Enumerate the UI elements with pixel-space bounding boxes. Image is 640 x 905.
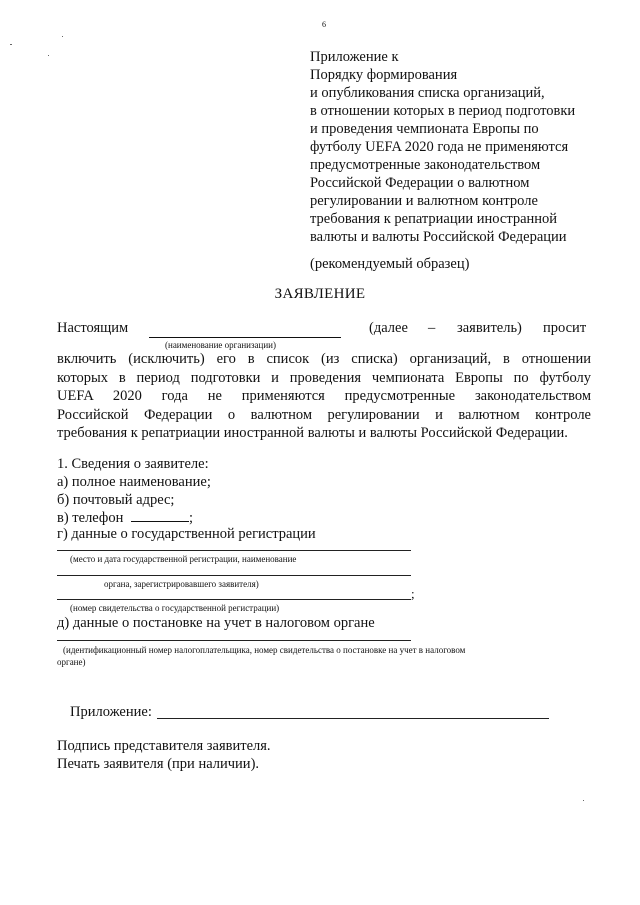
appendix-line: валюты и валюты Российской Федерации (310, 229, 567, 245)
intro-word-further: (далее (369, 320, 408, 336)
section-heading: 1. Сведения о заявителе: (57, 456, 209, 472)
paragraph-line: включить (исключить) его в список (из списка) организаций, в отношении (57, 351, 591, 367)
request-paragraph (57, 350, 591, 443)
corner-mark: 6 (322, 20, 326, 29)
scan-speck (10, 44, 12, 45)
scan-speck (48, 55, 49, 56)
intro-word-asks: просит (543, 320, 587, 336)
registration-line-3 (57, 599, 411, 600)
registration-semicolon: ; (411, 586, 415, 601)
caption-tax-2: органе) (57, 657, 86, 667)
org-name-caption: (наименование организации) (165, 340, 276, 350)
registration-line-1 (57, 550, 411, 551)
caption-registration-authority: органа, зарегистрировавшего заявителя) (104, 579, 259, 589)
appendix-line: Российской Федерации о валютном (310, 175, 530, 191)
appendix-line: регулировании и валютном контроле (310, 193, 538, 209)
appendix-line: требования к репатриации иностранной (310, 211, 558, 227)
document-title: ЗАЯВЛЕНИЕ (274, 286, 366, 302)
attachment-label: Приложение: (70, 704, 152, 720)
appendix-line: и опубликования списка организаций, (310, 85, 545, 101)
item-full-name: а) полное наименование; (57, 474, 211, 490)
appendix-block (310, 48, 610, 246)
appendix-line: в отношении которых в период подготовки (310, 103, 576, 119)
attachment-line (157, 718, 549, 719)
appendix-line: Порядку формирования (310, 67, 458, 83)
seal-line: Печать заявителя (при наличии). (57, 756, 260, 772)
scan-speck (583, 800, 584, 801)
paragraph-line: требования к репатриации иностранной валюты и валюты Российской Федерации. (57, 425, 568, 441)
registration-line-2 (57, 575, 411, 576)
item-postal-address: б) почтовый адрес; (57, 492, 175, 508)
paragraph-line: которых в период подготовки и проведения чемпионата Европы по футболу (57, 369, 591, 386)
caption-registration-place: (место и дата государственной регистрации, наименование (70, 554, 297, 564)
item-phone-label: в) телефон (57, 510, 124, 526)
item-phone (57, 509, 193, 527)
caption-tax-1: (идентификационный номер налогоплательщика, номер свидетельства о постановке на учет в налоговом (63, 645, 466, 655)
item-tax-registration: д) данные о постановке на учет в налоговом органе (57, 615, 375, 631)
sample-note: (рекомендуемый образец) (310, 256, 470, 272)
appendix-line: и проведения чемпионата Европы по (310, 121, 539, 137)
intro-row (57, 320, 591, 350)
phone-blank (131, 509, 189, 522)
intro-word-applicant: заявитель) (457, 320, 522, 336)
intro-word-present: Настоящим (57, 320, 129, 336)
appendix-line: футболу UEFA 2020 года не применяются (310, 139, 569, 155)
appendix-line: Приложение к (310, 49, 399, 65)
appendix-line: предусмотренные законодательством (310, 157, 541, 173)
scan-speck (62, 36, 63, 37)
item-phone-end: ; (188, 510, 193, 526)
intro-dash: – (428, 320, 436, 336)
paragraph-line: Российской Федерации о валютном регулировании и валютном контроле (57, 406, 591, 423)
paragraph-line: UEFA 2020 года не применяются предусмотренные законодательством (57, 388, 591, 404)
item-state-registration: г) данные о государственной регистрации (57, 526, 316, 542)
caption-registration-number: (номер свидетельства о государственной регистрации) (70, 603, 280, 613)
org-name-blank (149, 337, 341, 338)
signature-line: Подпись представителя заявителя. (57, 738, 271, 754)
tax-line (57, 640, 411, 641)
